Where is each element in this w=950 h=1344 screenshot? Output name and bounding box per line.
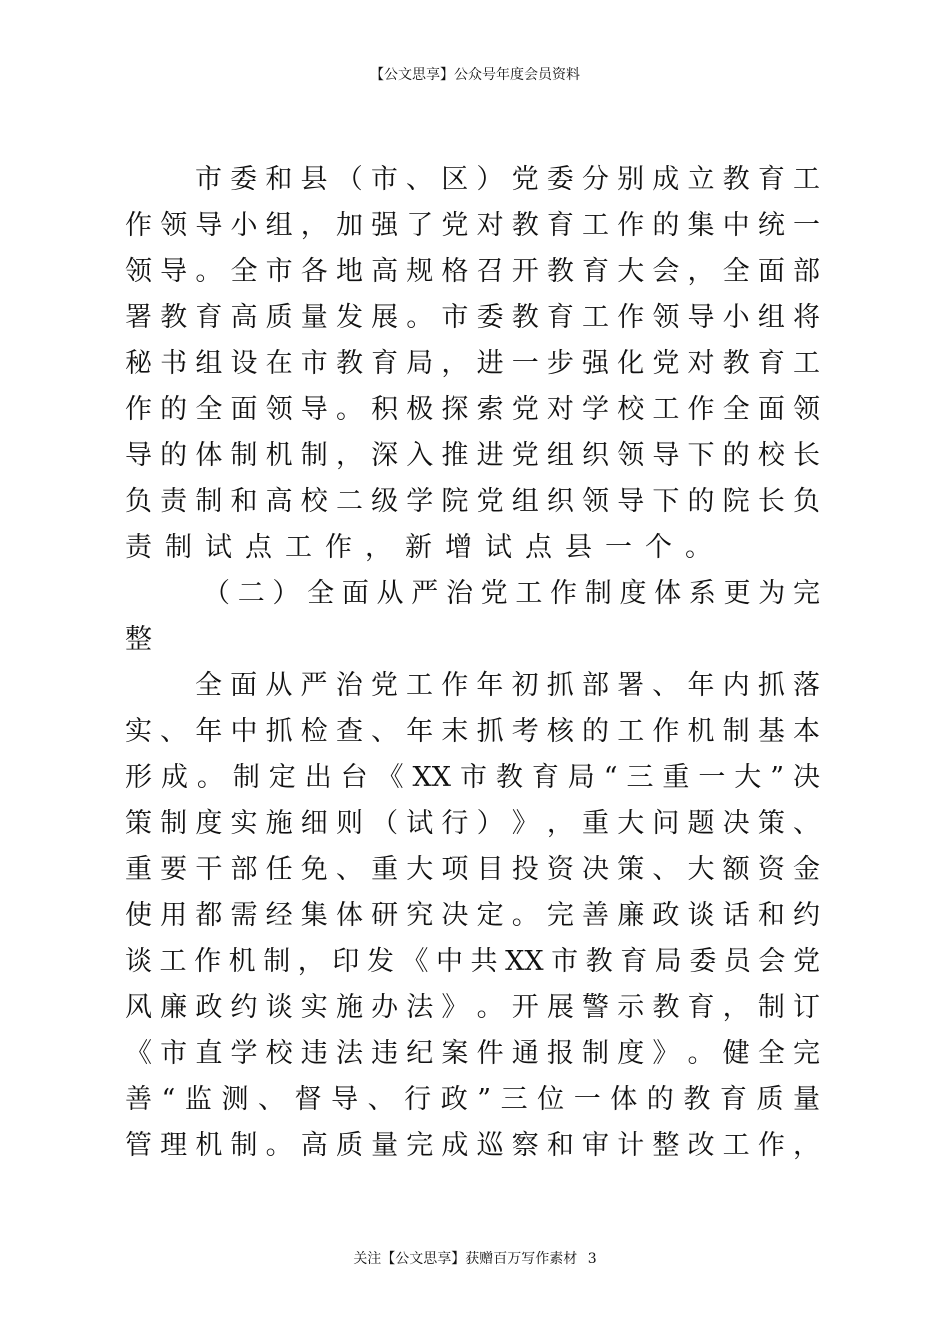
paragraph-line: 作​的​全​面​领​导​。​积​极​探​索​党​对​学​校​工​作​全​面​领	[125, 394, 820, 425]
page-number: 3	[587, 1251, 597, 1267]
paragraph-line: 使​用​都​需​经​集​体​研​究​决​定​。​完​善​廉​政​谈​话​和​约	[125, 900, 820, 931]
paragraph-line: 署​教​育​高​质​量​发​展​。​市​委​教​育​工​作​领​导​小​组​将	[125, 302, 820, 333]
footer-text: 关注【公文思享】获赠百万写作素材	[353, 1251, 578, 1267]
paragraph-line: 导​的​体​制​机​制​，​深​入​推​进​党​组​织​领​导​下​的​校​长	[125, 440, 820, 471]
section-heading: （​二​）​全​面​从​严​治​党​工​作​制​度​体​系​更​为​完	[203, 578, 820, 609]
paragraph-line: 《​市​直​学​校​违​法​违​纪​案​件​通​报​制​度​》​。​健​全​完	[125, 1038, 820, 1069]
paragraph-line: 风​廉​政​约​谈​实​施​办​法​》​。​开​展​警​示​教​育​，​制​订	[125, 992, 820, 1023]
paragraph-line: 负​责​制​和​高​校​二​级​学​院​党​组​织​领​导​下​的​院​长​负	[125, 486, 820, 517]
paragraph-line: 形​成​。​制​定​出​台​《​X​X​市​教​育​局​“​三​重​一​大​”​决	[125, 762, 820, 793]
page-header: 【公文思享】公众号年度会员资料	[370, 67, 580, 83]
page-footer	[0, 1248, 950, 1268]
paragraph-line: 实​、​年​中​抓​检​查​、​年​末​抓​考​核​的​工​作​机​制​基​本	[125, 716, 820, 747]
paragraph-line: 谈​工​作​机​制​，​印​发​《​中​共​X​X​市​教​育​局​委​员​会​党	[125, 946, 820, 977]
paragraph-line: 重​要​干​部​任​免​、​重​大​项​目​投​资​决​策​、​大​额​资​金	[125, 854, 820, 885]
paragraph-line: 管​理​机​制​。​高​质​量​完​成​巡​察​和​审​计​整​改​工​作​，	[125, 1130, 820, 1161]
paragraph-line: 策​制​度​实​施​细​则​（​试​行​）​》​，​重​大​问​题​决​策​、	[125, 808, 820, 839]
paragraph-line: 作​领​导​小​组​，​加​强​了​党​对​教​育​工​作​的​集​中​统​一	[125, 210, 820, 241]
paragraph-line: 秘​书​组​设​在​市​教​育​局​，​进​一​步​强​化​党​对​教​育​工	[125, 348, 820, 379]
paragraph-line: 责制试点工作，新增试点县一个。	[125, 532, 725, 563]
paragraph-line: 善​“​监​测​、​督​导​、​行​政​”​三​位​一​体​的​教​育​质​量	[125, 1084, 820, 1115]
section-heading-continuation: 整	[125, 624, 152, 655]
paragraph-line: 领​导​。​全​市​各​地​高​规​格​召​开​教​育​大​会​，​全​面​部	[125, 256, 820, 287]
paragraph-line: 市​委​和​县​（​市​、​区​）​党​委​分​别​成​立​教​育​工	[195, 164, 820, 195]
paragraph-line: 全​面​从​严​治​党​工​作​年​初​抓​部​署​、​年​内​抓​落	[195, 670, 820, 701]
